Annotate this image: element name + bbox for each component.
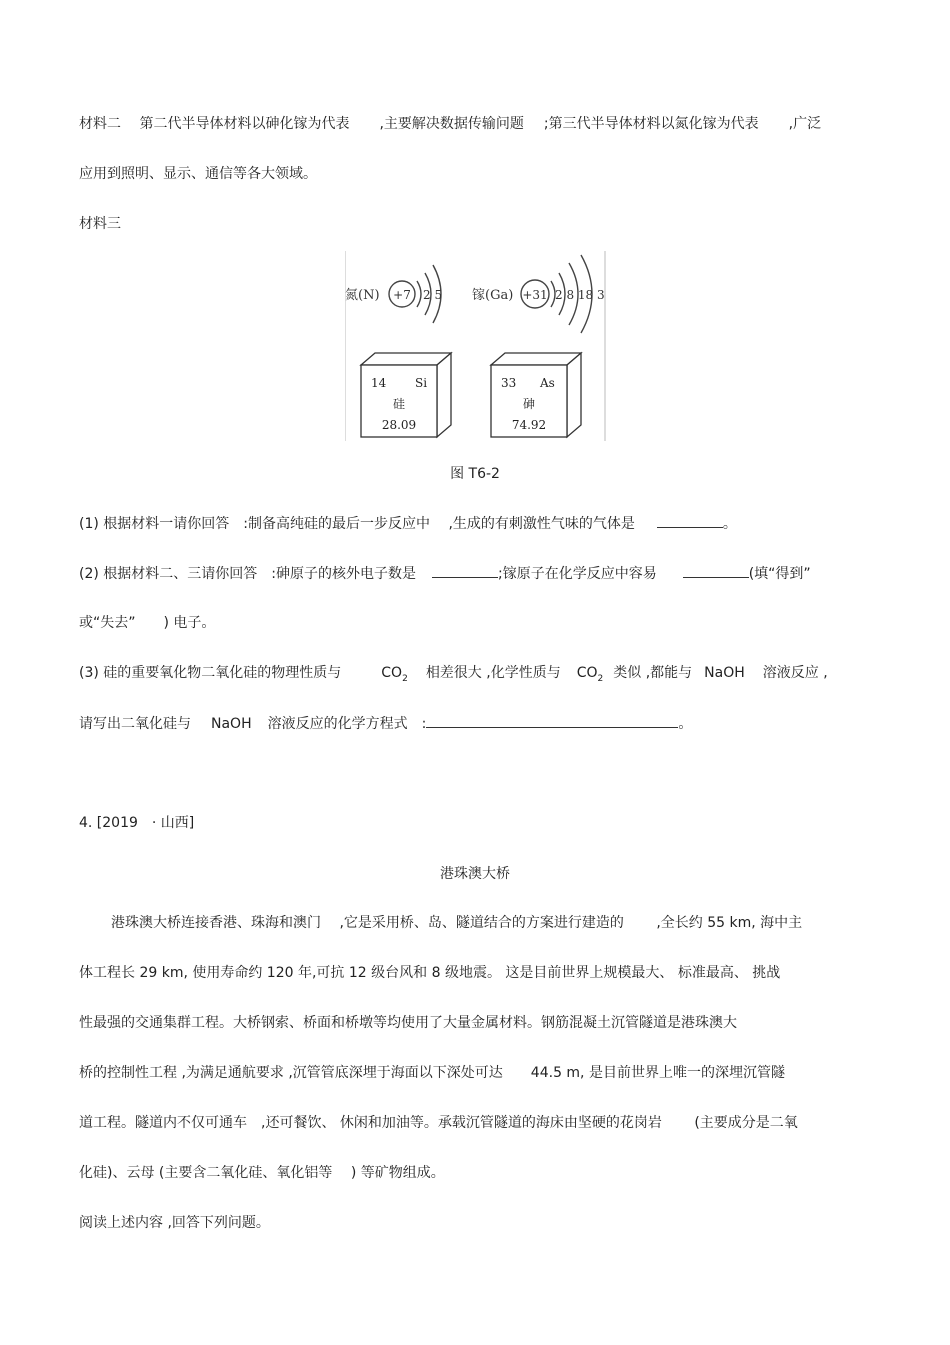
q3-text-b: 相差很大 ,化学性质与 <box>425 665 561 681</box>
material2-text-b: ,主要解决数据传输问题 <box>379 116 524 132</box>
article-line-6: 化硅)、云母 (主要含二氧化硅、氧化铝等 ) 等矿物组成。 <box>79 1165 445 1181</box>
material2-text-c: ;第三代半导体材料以氮化镓为代表 <box>543 116 759 132</box>
n-label: 氮(N) <box>345 288 380 303</box>
figure-svg <box>345 251 607 441</box>
n-shell-1 <box>417 281 421 307</box>
article-line-5: 道工程。隧道内不仅可通车 ,还可餐饮、 休闲和加油等。承载沉管隧道的海床由坚硬的花岗岩 (主要成分是二氧 <box>79 1115 798 1131</box>
material2-line1 <box>79 114 821 134</box>
q2-text-b: ;镓原子在化学反应中容易 <box>498 566 657 582</box>
article-line-7: 阅读上述内容 ,回答下列问题。 <box>79 1215 270 1231</box>
article-title: 港珠澳大桥 <box>440 866 510 882</box>
q3-line2-end: 。 <box>678 716 693 732</box>
q3-co2-1-sub: 2 <box>402 673 408 684</box>
q3-text-d: 溶液反应 , <box>762 665 828 681</box>
question-2-line1 <box>79 563 811 584</box>
q3-line2-text-a: 请写出二氧化硅与 <box>79 716 191 732</box>
article-line-2: 体工程长 29 km, 使用寿命约 120 年,可抗 12 级台风和 8 级地震。 这是目前世界上规模最大、 标准最高、 挑战 <box>79 965 781 981</box>
q3-line2-naoh: NaOH <box>211 716 252 732</box>
material2-text-d: ,广泛 <box>788 116 822 132</box>
si-symbol: Si <box>415 376 428 390</box>
article-line-1: 港珠澳大桥连接香港、珠海和澳门 ,它是采用桥、岛、隧道结合的方案进行建造的 ,全长约 55 km, 海中主 <box>111 915 803 931</box>
article-line-4: 桥的控制性工程 ,为满足通航要求 ,沉管管底深埋于海面以下深处可达 44.5 m, 是目前世界上唯一的深埋沉管隧 <box>79 1065 785 1081</box>
q3-text-a: (3) 硅的重要氧化物二氧化硅的物理性质与 <box>79 665 342 681</box>
ga-shells: 2 8 18 3 <box>555 288 605 302</box>
q2-text-c: (填“得到” <box>748 566 811 582</box>
q3-co2-2-sub: 2 <box>597 673 604 684</box>
q3-text-c: 类似 ,都能与 <box>613 665 693 681</box>
question-2-line2: 或“失去” ) 电子。 <box>79 615 216 631</box>
article-line-3: 性最强的交通集群工程。大桥钢索、桥面和桥墩等均使用了大量金属材料。钢筋混凝土沉管隧道是港珠澳大 <box>79 1015 737 1031</box>
q2-answer-blank-2[interactable] <box>683 563 749 578</box>
n-nucleus: +7 <box>393 288 411 302</box>
ga-nucleus: +31 <box>522 288 548 302</box>
material2-line2: 应用到照明、显示、通信等各大领域。 <box>79 166 317 182</box>
as-number: 33 <box>501 376 517 390</box>
q3-co2-2: CO <box>576 665 598 681</box>
as-mass: 74.92 <box>511 418 547 432</box>
si-mass: 28.09 <box>381 418 417 432</box>
si-number: 14 <box>371 376 387 390</box>
as-element-box <box>491 353 581 437</box>
q2-answer-blank-1[interactable] <box>432 563 498 578</box>
q3-co2-1: CO <box>381 665 403 681</box>
as-symbol: As <box>540 376 555 390</box>
q3-line2-text-b: 溶液反应的化学方程式 : <box>267 716 427 732</box>
question-3-line2 <box>79 713 692 734</box>
si-name: 硅 <box>392 397 406 411</box>
q3-equation-blank[interactable] <box>426 713 678 728</box>
ga-label: 镓(Ga) <box>472 288 514 303</box>
material2-text-a: 材料二 第二代半导体材料以砷化镓为代表 <box>79 116 350 132</box>
question-4-heading: 4. [2019 · 山西] <box>79 815 195 831</box>
figure-caption: 图 T6-2 <box>450 466 500 482</box>
si-element-box <box>361 353 451 437</box>
q1-text: (1) 根据材料一请你回答 :制备高纯硅的最后一步反应中 ,生成的有刺激性气味的气体是 <box>79 516 635 532</box>
figure-t6-2 <box>345 251 607 441</box>
question-3-line1 <box>79 663 828 689</box>
material3-label: 材料三 <box>79 216 121 232</box>
question-1 <box>79 513 737 534</box>
as-name: 砷 <box>522 397 536 411</box>
n-shells: 2 5 <box>423 288 443 302</box>
q2-text-a: (2) 根据材料二、三请你回答 :砷原子的核外电子数是 <box>79 566 416 582</box>
q3-naoh: NaOH <box>704 665 745 681</box>
q1-answer-blank[interactable] <box>657 513 723 528</box>
q1-end: 。 <box>722 516 737 532</box>
